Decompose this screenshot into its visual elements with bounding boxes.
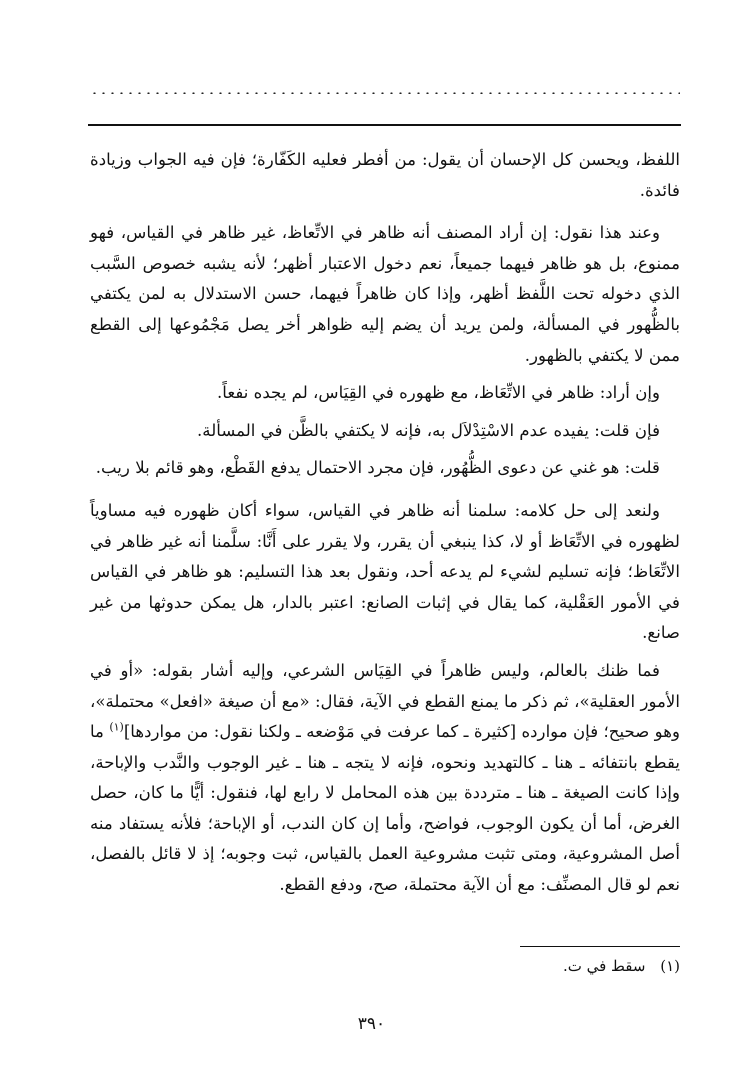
paragraph-4: فإن قلت: يفيده عدم الاسْتِدْلاَل به، فإنه لا يكتفي بالظَّن في المسألة. xyxy=(197,420,660,440)
footnote-number: (١) xyxy=(660,957,680,975)
paragraph-5: قلت: هو غني عن دعوى الظُّهُور، فإن مجرد الاحتمال يدفع القَطْع، وهو قائم بلا ريب. xyxy=(95,458,660,478)
paragraph-1: اللفظ، ويحسن كل الإحسان أن يقول: من أفطر فعليه الكَفّارة؛ فإن فيه الجواب وزيادة فائدة. xyxy=(90,150,680,200)
page-number: ٣٩٠ xyxy=(357,1014,386,1034)
paragraph-2: وعند هذا نقول: إن أراد المصنف أنه ظاهر في الاتِّعاظ، غير ظاهر في القياس، فهو ممنوع، بل هو ظاهر فيهما جميعاً، نعم دخول الاعتبار أظهر؛ لأنه يشبه خصوص السَّبب الذي دخوله تحت اللَّفظ أظهر، وإذا كان ظاهراً فيهما، حسن الاستدلال به لمن يكتفي بالظُّهور في المسألة، ولمن يريد أن يضم إليه ظواهر أخر يصل مَجْمُوعها إلى القطع ممن لا يكتفي بالظهور. xyxy=(90,223,680,365)
paragraph-7-end: ما يقطع بانتفائه ـ هنا ـ كالتهديد ونحوه، فإنه لا يتجه ـ هنا ـ غير الوجوب والنَّدب والإباحة، وإذا كانت الصيغة ـ هنا ـ مترددة بين هذه المحامل لا رابع لها، فنقول: أيًّا ما كان، حصل الغرض، أما أن يكون الوجوب، فواضح، وأما إن كان الندب، أو الإباحة؛ فلأنه يستفاد منه أصل المشروعية، ومتى تثبت مشروعية العمل بالقياس، ثبت وجوبه؛ إذ لا قائل بالفصل، نعم لو قال المصنِّف: مع أن الآية محتملة، صح، ودفع القطع. xyxy=(90,722,680,895)
footnote-text: سقط في ت. xyxy=(562,957,646,975)
paragraph-7 xyxy=(90,656,680,901)
footnote-marker: (١) xyxy=(109,720,124,734)
paragraph-3: وإن أراد: ظاهر في الاتِّعَاظ، مع ظهوره في القِيَاس، لم يجده نفعاً. xyxy=(217,383,660,403)
main-text xyxy=(90,145,680,901)
paragraph-7-start: فما ظنك بالعالم، وليس ظاهراً في القِيَاس الشرعي، وإليه أشار بقوله: «أو في الأمور العقلية»، ثم ذكر ما يمنع القطع في الآية، فقال: «مع أن صيغة «افعل» محتملة»، وهو صحيح؛ فإن موارده [كثيرة ـ كما عرفت في مَوْضعه ـ ولكنا نقول: من مواردها] xyxy=(90,660,680,742)
footnote-separator xyxy=(520,946,680,947)
paragraph-6: ولنعد إلى حل كلامه: سلمنا أنه ظاهر في القياس، سواء أكان ظهوره فيه مساوياً لظهوره في الاتِّعَاظ أو لا، كذا ينبغي أن يقرر، ولا يقرر على أَنَّا: سلَّمنا أنه غير ظاهر في الاتِّعَاظ؛ فإنه تسليم لشيء لم يدعه أحد، ونقول بعد هذا التسليم: هو ظاهر في القياس في الأمور العَقْلية، كما يقال في إثبات الصانع: اعتبر بالدار، هل يمكن حدوثها من غير صانع. xyxy=(90,500,680,643)
header-rule xyxy=(88,124,681,126)
header-dotted-line xyxy=(90,92,680,94)
footnote xyxy=(90,953,680,979)
